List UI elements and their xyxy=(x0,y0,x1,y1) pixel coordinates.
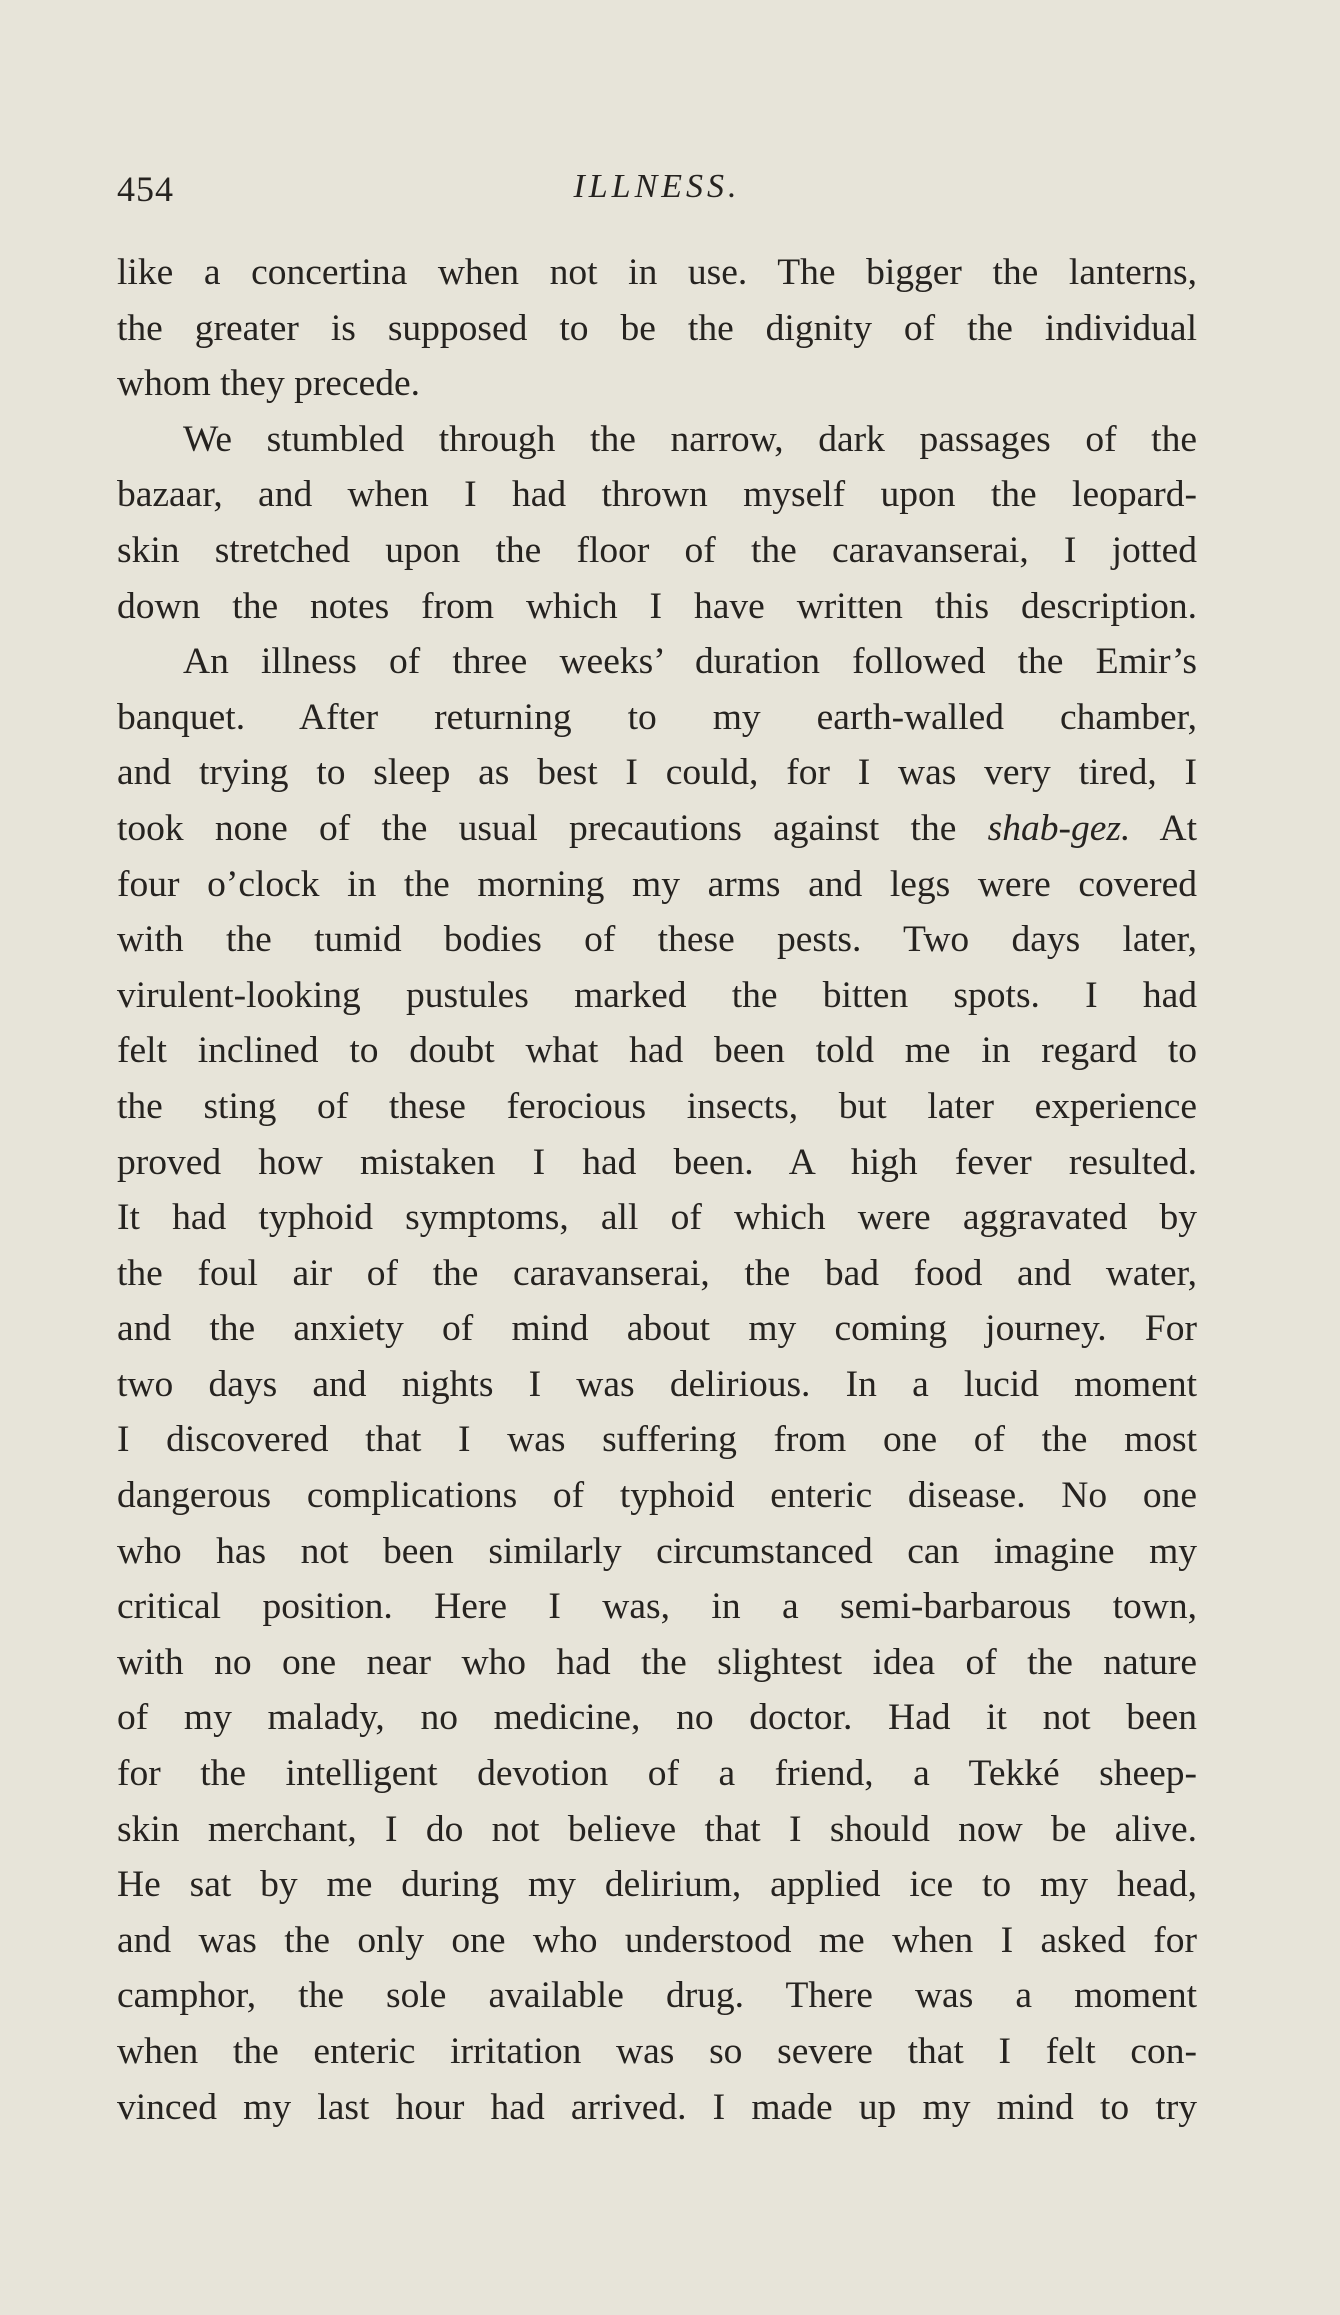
text-line: camphor, the sole available drug. There was a moment xyxy=(117,1975,1197,2017)
text-line: We stumbled through the narrow, dark passages of the xyxy=(183,418,1197,460)
text-line: who has not been similarly circumstanced can imagine my xyxy=(117,1530,1197,1572)
text-line: and the anxiety of mind about my coming journey. For xyxy=(117,1308,1197,1350)
text-line: and trying to sleep as best I could, for I was very tired, I xyxy=(117,752,1197,794)
text-line: banquet. After returning to my earth-walled chamber, xyxy=(117,696,1197,738)
text-line: when the enteric irritation was so severe that I felt con- xyxy=(117,2031,1197,2072)
page-number: 454 xyxy=(117,169,174,209)
body-text xyxy=(117,245,1197,2135)
text-line: with the tumid bodies of these pests. Two days later, xyxy=(117,919,1197,961)
text-line: proved how mistaken I had been. A high fever resulted. xyxy=(117,1141,1197,1183)
page-header xyxy=(117,168,1197,212)
text-line: whom they precede. xyxy=(117,363,421,405)
text-line: He sat by me during my delirium, applied ice to my head, xyxy=(117,1864,1197,1906)
text-line: the sting of these ferocious insects, but later experience xyxy=(117,1085,1197,1127)
text-line: the greater is supposed to be the dignity of the individual xyxy=(117,307,1197,349)
text-line: virulent-looking pustules marked the bitten spots. I had xyxy=(117,974,1197,1016)
text-line: four o’clock in the morning my arms and legs were covered xyxy=(117,863,1197,905)
text-line: I discovered that I was suffering from one of the most xyxy=(117,1419,1197,1461)
text-line xyxy=(117,801,1197,857)
text-line: and was the only one who understood me when I asked for xyxy=(117,1919,1197,1961)
text-line: vinced my last hour had arrived. I made up my mind to try xyxy=(117,2086,1197,2128)
running-title: ILLNESS. xyxy=(573,168,741,205)
text-line: with no one near who had the slightest idea of the nature xyxy=(117,1641,1197,1683)
text-line: for the intelligent devotion of a friend, a Tekké sheep- xyxy=(117,1753,1197,1795)
text-line: felt inclined to doubt what had been told me in regard to xyxy=(117,1030,1197,1072)
text-line: like a concertina when not in use. The bigger the lanterns, xyxy=(117,252,1197,293)
text-line: bazaar, and when I had thrown myself upon the leopard- xyxy=(117,474,1197,516)
text-line: two days and nights I was delirious. In a lucid moment xyxy=(117,1363,1197,1405)
text-line: the foul air of the caravanserai, the bad food and water, xyxy=(117,1252,1197,1294)
text-line: skin stretched upon the floor of the caravanserai, I jotted xyxy=(117,529,1197,571)
text-line: An illness of three weeks’ duration followed the Emir’s xyxy=(183,641,1197,683)
italic-term: shab-gez. xyxy=(987,807,1131,849)
text-line: critical position. Here I was, in a semi-barbarous town, xyxy=(117,1586,1197,1628)
text-line: skin merchant, I do not believe that I should now be alive. xyxy=(117,1808,1197,1850)
text-segment: took none of the usual precautions against the xyxy=(117,807,988,849)
text-line: dangerous complications of typhoid enteric disease. No one xyxy=(117,1475,1197,1517)
text-segment: At xyxy=(1130,807,1198,849)
text-line: It had typhoid symptoms, all of which were aggravated by xyxy=(117,1197,1197,1239)
text-line: down the notes from which I have written this description. xyxy=(117,585,1197,627)
text-line: of my malady, no medicine, no doctor. Had it not been xyxy=(117,1697,1197,1739)
